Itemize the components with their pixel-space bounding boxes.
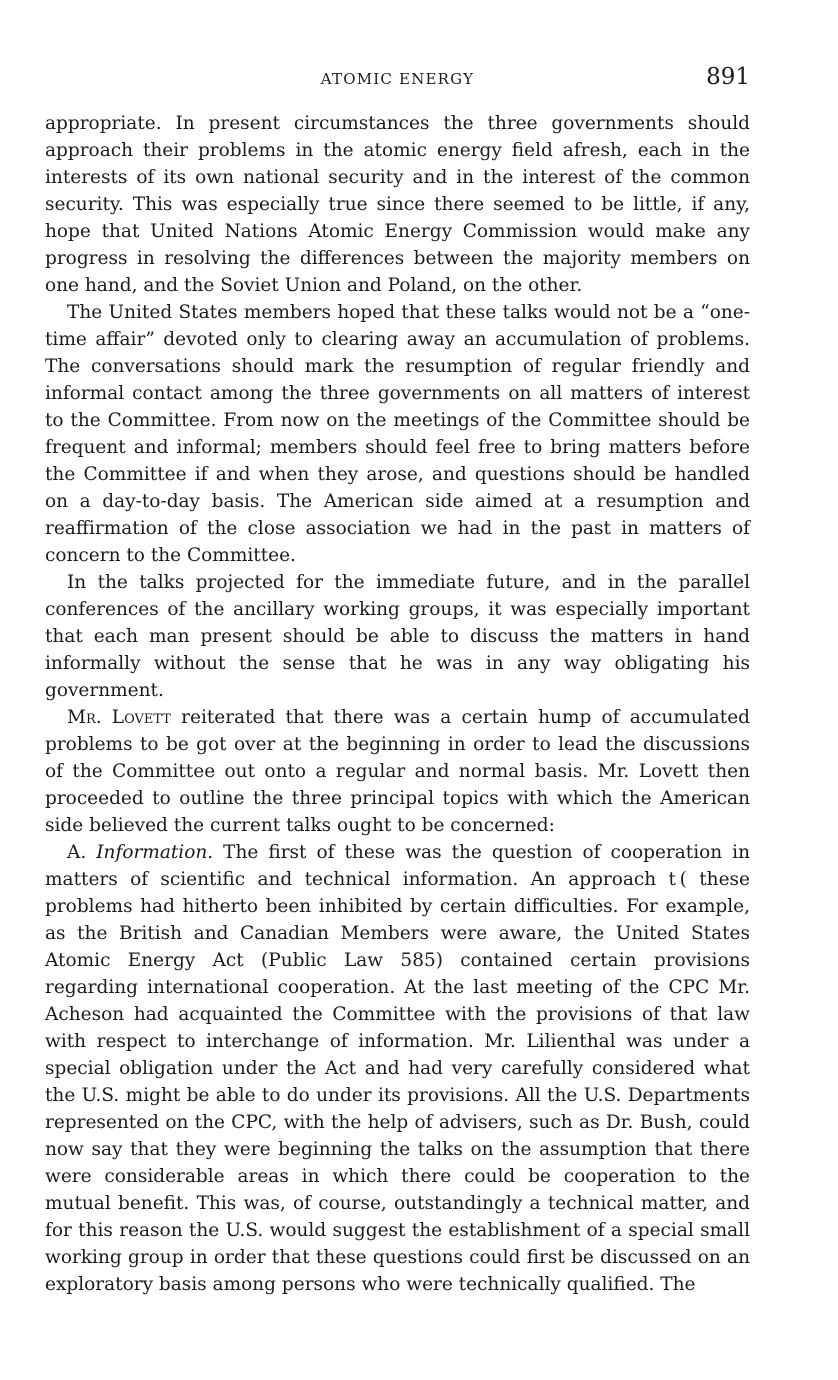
running-head [45,60,750,100]
paragraph-5 [45,839,750,1298]
page-number: 891 [706,64,750,90]
paragraph-4-text: reiterated that there was a certain hump of accumulated problems to be got over at the beginning in order to lead the discussions of the Committee out onto a regular and normal basis. Mr. Lovett then proceeded to outline the three principal topics with which the American side believed the current talks ought to be concerned: [45,707,750,836]
running-title: ATOMIC ENERGY [320,70,475,88]
section-heading: Information. [96,842,214,863]
paragraph-2-text: The United States members hoped that these talks would not be a “one-time affair” devoted only to clearing away an accumulation of problems. The conversations should mark the resumption of regular friendly and informal contact among the three governments on all matters of interest to the Committee. From now on the meetings of the Committee should be frequent and informal; members should feel free to bring matters before the Committee if and when they arose, and questions should be handled on a day-to-day basis. The American side aimed at a resumption and reaffirmation of the close association we had in the past in matters of concern to the Committee. [45,302,750,566]
paragraph-4 [45,704,750,839]
paragraph-3 [45,569,750,704]
paragraph-1 [45,110,750,299]
section-label: A. [67,842,97,863]
paragraph-3-text: In the talks projected for the immediate future, and in the parallel conferences of the ancillary working groups, it was especially important that each man present should be able to discuss the matters in hand informally without the sense that he was in any way obligating his government. [45,572,750,701]
document-page [45,60,750,1298]
paragraph-5-text: The first of these was the question of cooperation in matters of scientific and technical information. An approach t ( these problems had hitherto been inhibited by certain difficulties. For example, as the British and Canadian Members were aware, the United States Atomic Energy Act (Public Law 585) contained certain provisions regarding international cooperation. At the last meeting of the CPC Mr. Acheson had acquainted the Committee with the provisions of that law with respect to interchange of information. Mr. Lilienthal was under a special obligation under the Act and had very carefully considered what the U.S. might be able to do under its provisions. All the U.S. Departments represented on the CPC, with the help of advisers, such as Dr. Bush, could now say that they were beginning the talks on the assumption that there were considerable areas in which there could be cooperation to the mutual benefit. This was, of course, outstandingly a technical matter, and for this reason the U.S. would suggest the establishment of a special small working group in order that these questions could first be discussed on an exploratory basis among persons who were technically qualified. The [45,842,751,1295]
paragraph-1-text: appropriate. In present circumstances the three governments should approach their problems in the atomic energy field afresh, each in the interests of its own national security and in the interest of the common security. This was especially true since there seemed to be little, if any, hope that United Nations Atomic Energy Commission would make any progress in resolving the differences between the majority members on one hand, and the Soviet Union and Poland, on the other. [45,113,750,296]
body-text [45,110,750,1298]
paragraph-2 [45,299,750,569]
speaker-name: Mr. Lovett [67,707,171,728]
